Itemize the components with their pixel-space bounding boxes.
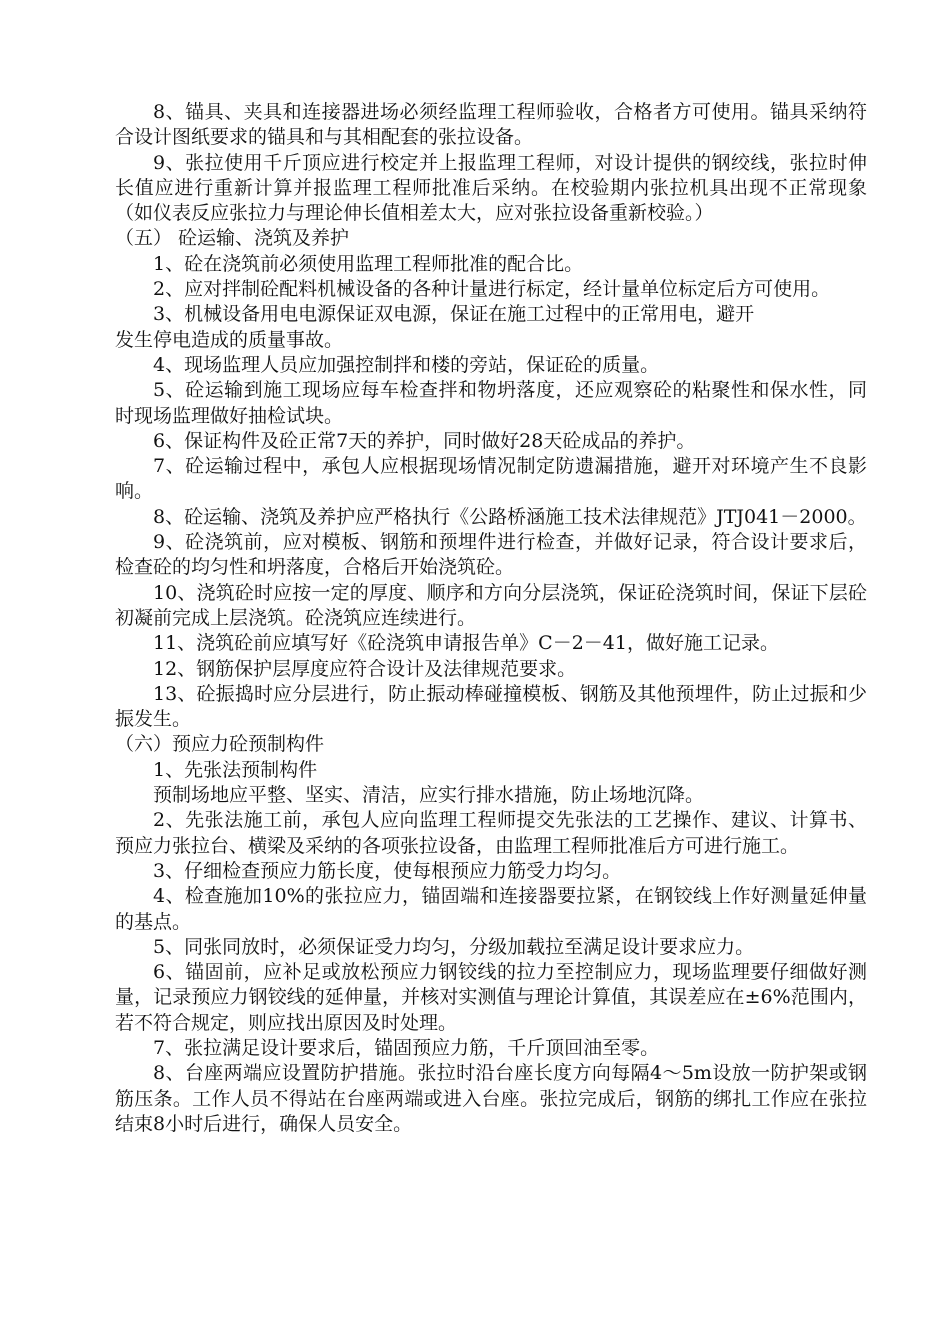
paragraph-concrete-6: 6、保证构件及砼正常7天的养护，同时做好28天砼成品的养护。 — [153, 429, 696, 452]
paragraph-concrete-11: 11、浇筑砼前应填写好《砼浇筑申请报告单》C－2－41，做好施工记录。 — [153, 632, 779, 655]
section-heading-5: （五） 砼运输、浇筑及养护 — [115, 227, 350, 250]
paragraph-concrete-12: 12、钢筋保护层厚度应符合设计及法律规范要求。 — [153, 657, 577, 680]
paragraph-concrete-9: 9、砼浇筑前，应对模板、钢筋和预埋件进行检查，并做好记录，符合设计要求后，检查砼的均匀性和坍落度，合格后开始浇筑砼。 — [115, 531, 867, 579]
paragraph-prestress-3: 3、仔细检查预应力筋长度，使每根预应力筋受力均匀。 — [153, 859, 622, 882]
paragraph-concrete-13: 13、砼振捣时应分层进行，防止振动棒碰撞模板、钢筋及其他预埋件，防止过振和少振发生。 — [115, 682, 867, 731]
paragraph-prestress-4: 4、检查施加10%的张拉应力，锚固端和连接器要拉紧，在钢铰线上作好测量延伸量的基点。 — [115, 885, 867, 933]
paragraph-prestress-2: 2、先张法施工前，承包人应向监理工程师提交先张法的工艺操作、建议、计算书、预应力张拉台、横梁及采纳的各项张拉设备，由监理工程师批准后方可进行施工。 — [115, 809, 867, 857]
paragraph-prestress-6: 6、锚固前，应补足或放松预应力钢铰线的拉力至控制应力，现场监理要仔细做好测量，记录预应力钢铰线的延伸量，并核对实测值与理论计算值，其误差应在±6%范围内，若不符合规定，则应找出原因及时处理。 — [115, 961, 867, 1034]
paragraph-concrete-5: 5、砼运输到施工现场应每车检查拌和物坍落度，还应观察砼的粘聚性和保水性，同时现场监理做好抽检试块。 — [115, 379, 867, 427]
paragraph-anchor-9: 9、张拉使用千斤顶应进行校定并上报监理工程师，对设计提供的钢绞线，张拉时伸长值应进行重新计算并报监理工程师批准后采纳。在校验期内张拉机具出现不正常现象（如仪表反应张拉力与理论伸长值相差太大，应对张拉设备重新校验。） — [115, 151, 867, 225]
paragraph-concrete-8: 8、砼运输、浇筑及养护应严格执行《公路桥涵施工技术法律规范》JTJ041－2000。 — [153, 505, 867, 528]
paragraph-prestress-8: 8、台座两端应设置防护措施。张拉时沿台座长度方向每隔4～5m设放一防护架或钢筋压条。工作人员不得站在台座两端或进入台座。张拉完成后，钢筋的绑扎工作应在张拉结束8小时后进行，确保人员安全。 — [115, 1062, 867, 1135]
paragraph-prestress-5: 5、同张同放时，必须保证受力均匀，分级加载拉至满足设计要求应力。 — [153, 935, 755, 958]
paragraph-prestress-1-detail: 预制场地应平整、坚实、清洁，应实行排水措施，防止场地沉降。 — [153, 784, 705, 807]
paragraph-concrete-4: 4、现场监理人员应加强控制拌和楼的旁站，保证砼的质量。 — [153, 353, 660, 376]
paragraph-prestress-7: 7、张拉满足设计要求后，锚固预应力筋，千斤顶回油至零。 — [153, 1036, 660, 1059]
paragraph-concrete-10: 10、浇筑砼时应按一定的厚度、顺序和方向分层浇筑，保证砼浇筑时间，保证下层砼初凝前完成上层浇筑。砼浇筑应连续进行。 — [115, 581, 867, 629]
paragraph-prestress-1: 1、先张法预制构件 — [153, 758, 318, 781]
paragraph-concrete-3: 3、机械设备用电电源保证双电源，保证在施工过程中的正常用电，避开 — [153, 303, 755, 326]
paragraph-concrete-2: 2、应对拌制砼配料机械设备的各种计量进行标定，经计量单位标定后方可使用。 — [153, 278, 831, 301]
paragraph-concrete-7: 7、砼运输过程中，承包人应根据现场情况制定防遗漏措施，避开对环境产生不良影响。 — [115, 455, 867, 503]
document-body — [115, 100, 867, 1137]
paragraph-concrete-1: 1、砼在浇筑前必须使用监理工程师批准的配合比。 — [153, 252, 584, 275]
paragraph-concrete-3-continued: 发生停电造成的质量事故。 — [115, 328, 344, 351]
paragraph-anchor-8: 8、锚具、夹具和连接器进场必须经监理工程师验收，合格者方可使用。锚具采纳符合设计图纸要求的锚具和与其相配套的张拉设备。 — [115, 101, 867, 149]
section-heading-6: （六）预应力砼预制构件 — [115, 733, 325, 756]
